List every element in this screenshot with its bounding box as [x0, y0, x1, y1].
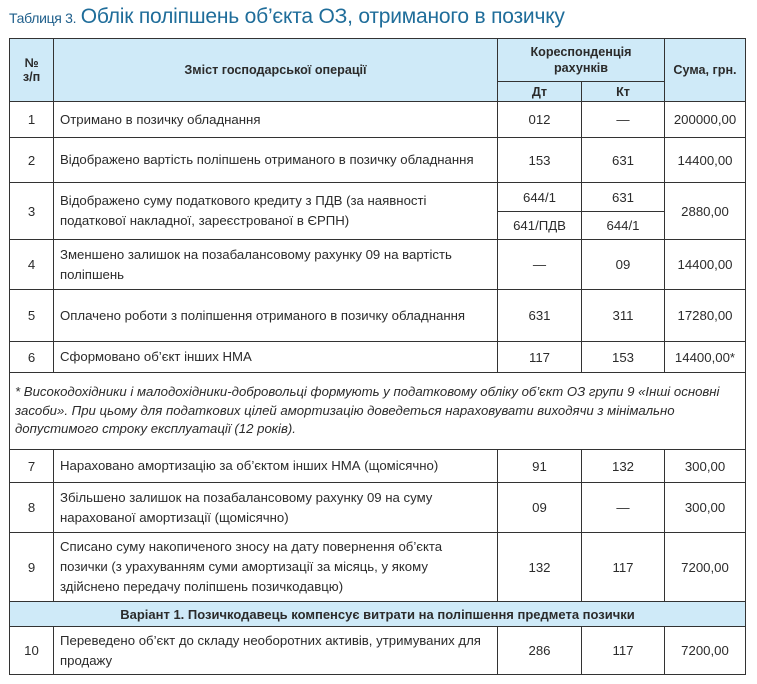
- row-text: Відображено суму податкового кредиту з ПДВ (за наявності податкової накладної, зареєстрованої в ЄРПН): [54, 183, 498, 240]
- row-sum: 7200,00: [665, 533, 746, 602]
- row-dt: 644/1: [498, 183, 582, 212]
- accounting-table: [9, 38, 746, 675]
- row-text: Сформовано об’єкт інших НМА: [54, 342, 498, 373]
- table-row: [10, 240, 746, 290]
- variant-heading: Варіант 1. Позичкодавець компенсує витрати на поліпшення предмета позички: [10, 602, 746, 627]
- row-number: 10: [10, 627, 54, 675]
- row-sum: 200000,00: [665, 102, 746, 138]
- table-row: [10, 138, 746, 183]
- row-kt: 311: [582, 290, 665, 342]
- row-dt: 012: [498, 102, 582, 138]
- row-dt: 132: [498, 533, 582, 602]
- row-number: 8: [10, 483, 54, 533]
- row-kt: 132: [582, 450, 665, 483]
- row-sum: 17280,00: [665, 290, 746, 342]
- row-number: 2: [10, 138, 54, 183]
- caption-text: Облік поліпшень об’єкта ОЗ, отриманого в позичку: [80, 5, 565, 28]
- header-num: № з/п: [10, 39, 54, 102]
- row-text: Оплачено роботи з поліпшення отриманого в позичку обладнання: [54, 290, 498, 342]
- header-correspondence: Кореспонденція рахунків: [498, 39, 665, 82]
- row-dt: —: [498, 240, 582, 290]
- table-row: [10, 533, 746, 602]
- row-text: Збільшено залишок на позабалансовому рахунку 09 на суму нарахованої амортизації (щомісячно): [54, 483, 498, 533]
- row-kt: 09: [582, 240, 665, 290]
- row-sum: 14400,00: [665, 240, 746, 290]
- table-row: [10, 183, 746, 212]
- row-number: 3: [10, 183, 54, 240]
- header-sum: Сума, грн.: [665, 39, 746, 102]
- row-dt: 631: [498, 290, 582, 342]
- row-dt: 91: [498, 450, 582, 483]
- row-kt-2: 644/1: [582, 212, 665, 240]
- header-row: [10, 39, 746, 82]
- footnote-row: [10, 373, 746, 450]
- row-sum: 300,00: [665, 450, 746, 483]
- row-number: 4: [10, 240, 54, 290]
- row-dt: 09: [498, 483, 582, 533]
- header-kt: Кт: [582, 82, 665, 102]
- row-sum: 14400,00: [665, 138, 746, 183]
- table-row: [10, 627, 746, 675]
- row-sum: 14400,00*: [665, 342, 746, 373]
- row-number: 7: [10, 450, 54, 483]
- row-kt: 631: [582, 183, 665, 212]
- header-content: Зміст господарської операції: [54, 39, 498, 102]
- row-kt: —: [582, 102, 665, 138]
- table-row: [10, 290, 746, 342]
- row-text: Зменшено залишок на позабалансовому рахунку 09 на вартість поліпшень: [54, 240, 498, 290]
- row-number: 1: [10, 102, 54, 138]
- row-text: Переведено об’єкт до складу необоротних активів, утримуваних для продажу: [54, 627, 498, 675]
- row-dt-2: 641/ПДВ: [498, 212, 582, 240]
- table-row: [10, 450, 746, 483]
- row-kt: 631: [582, 138, 665, 183]
- row-sum: 2880,00: [665, 183, 746, 240]
- row-kt: 117: [582, 533, 665, 602]
- row-kt: —: [582, 483, 665, 533]
- caption-label: Таблиця 3.: [9, 10, 77, 26]
- table-row: [10, 102, 746, 138]
- row-sum: 7200,00: [665, 627, 746, 675]
- row-number: 5: [10, 290, 54, 342]
- row-text: Нараховано амортизацію за об’єктом інших НМА (щомісячно): [54, 450, 498, 483]
- row-number: 9: [10, 533, 54, 602]
- footnote-text: * Високодохідники і малодохідники-добровольці формують у податковому обліку об’єкт ОЗ групи 9 «Інші основні засоби». При цьому для податкових цілей амортизацію доведеться нараховувати виходячи з мінімально допустимого строку експлуатації (12 років).: [10, 373, 746, 450]
- table-caption: [9, 5, 565, 29]
- row-dt: 153: [498, 138, 582, 183]
- header-dt: Дт: [498, 82, 582, 102]
- row-kt: 153: [582, 342, 665, 373]
- row-text: Списано суму накопиченого зносу на дату повернення об’єкта позички (з урахуванням суми амортизації за місяць, у якому здійснено передачу поліпшень позичкодавцю): [54, 533, 498, 602]
- row-text: Відображено вартість поліпшень отриманого в позичку обладнання: [54, 138, 498, 183]
- row-number: 6: [10, 342, 54, 373]
- row-sum: 300,00: [665, 483, 746, 533]
- row-dt: 117: [498, 342, 582, 373]
- row-text: Отримано в позичку обладнання: [54, 102, 498, 138]
- row-kt: 117: [582, 627, 665, 675]
- table-row: [10, 483, 746, 533]
- table-row: [10, 342, 746, 373]
- row-dt: 286: [498, 627, 582, 675]
- variant-row: [10, 602, 746, 627]
